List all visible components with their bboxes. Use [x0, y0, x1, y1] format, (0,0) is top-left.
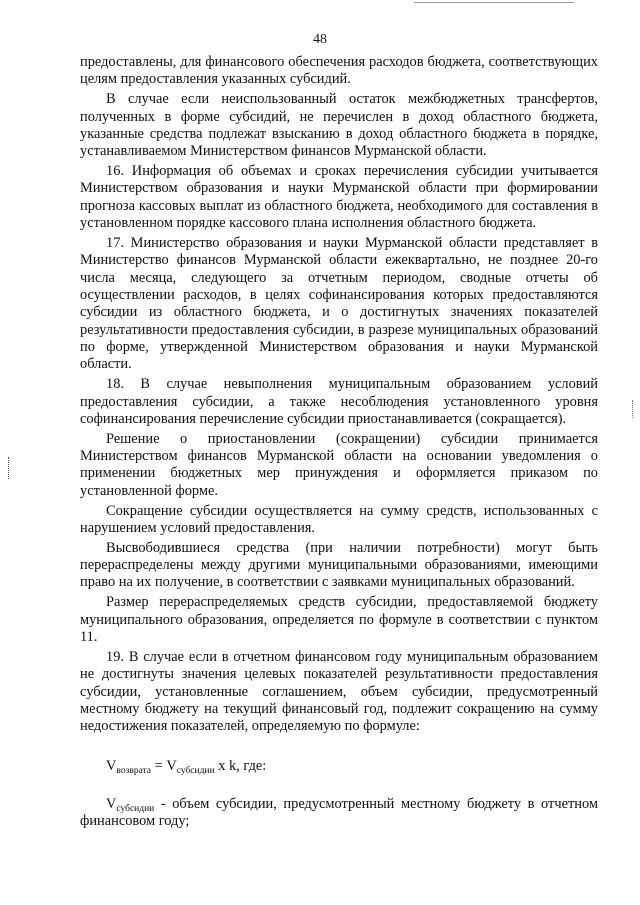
paragraph-decision: Решение о приостановлении (сокращении) субсидии принимается Министерством финансов Мурманской области на основании уведомления о применении бюджетных мер принуждения и оформляется приказом по установленной форме. — [80, 430, 598, 499]
formula-rest: x k, где: — [214, 758, 267, 775]
document-body — [80, 54, 598, 833]
formula-v-subsidy: V — [166, 758, 177, 775]
formula-sub-subsidy: субсидии — [176, 766, 215, 777]
formula-sub-return: возврата — [116, 766, 152, 777]
paragraph-redistribution-size: Размер перераспределяемых средств субсидии, предоставляемой бюджету муниципального образования, определяется по формуле в соответствии с пунктом 11. — [80, 594, 598, 645]
scan-margin-mark-left — [8, 457, 11, 479]
paragraph-17: 17. Министерство образования и науки Мурманской области представляет в Министерство финансов Мурманской области ежеквартально, не позднее 20-го числа месяца, следующего за отчетным периодом, сводные отчеты об осуществлении расходов, в целях софинансирования которых предоставляются субсидии из областного бюджета, и о достигнутых значениях показателей результативности предоставления субсидии, в разрезе муниципальных образований по форме, утвержденной Министерством образования и науки Мурманской области. — [80, 234, 598, 373]
paragraph-unused-transfers: В случае если неиспользованный остаток межбюджетных трансфертов, полученных в форме субсидий, не перечислен в доход областного бюджета, указанные средства подлежат взысканию в доход областного бюджета в порядке, устанавливаемом Министерством финансов Мурманской области. — [80, 91, 598, 160]
definition-text: - объем субсидии, предусмотренный местному бюджету в отчетном финансовом году; — [80, 795, 598, 830]
definition-symbol: V — [106, 795, 117, 812]
formula-equals: = — [151, 758, 167, 775]
scan-top-line — [414, 2, 574, 3]
paragraph-18: 18. В случае невыполнения муниципальным образованием условий предоставления субсидии, а также несоблюдения установленного уровня софинансирования перечисление субсидии приостанавливается (сокращается). — [80, 376, 598, 427]
paragraph-continuation: предоставлены, для финансового обеспечения расходов бюджета, соответствующих целям предоставления указанных субсидий. — [80, 54, 598, 88]
paragraph-19: 19. В случае если в отчетном финансовом году муниципальным образованием не достигнуты значения целевых показателей результативности предоставления субсидии, установленные соглашением, объем субсидии, предусмотренный местному бюджету на текущий финансовый год, подлежит сокращению на сумму недостижения показателей, определяемую по формуле: — [80, 648, 598, 735]
paragraph-16: 16. Информация об объемах и сроках перечисления субсидии учитывается Министерством образования и науки Мурманской области при формировании прогноза кассовых выплат из областного бюджета, необходимого для составления в установленном порядке кассового плана исполнения областного бюджета. — [80, 163, 598, 232]
formula-v-return: V — [106, 758, 117, 775]
definition-v-subsidy — [80, 796, 598, 831]
page-number: 48 — [313, 32, 327, 47]
formula — [80, 738, 598, 793]
definition-subscript: субсидии — [116, 803, 155, 814]
scan-margin-mark-right — [632, 400, 635, 418]
paragraph-reduction: Сокращение субсидии осуществляется на сумму средств, использованных с нарушением условий предоставления. — [80, 502, 598, 536]
paragraph-redistribution: Высвободившиеся средства (при наличии потребности) могут быть перераспределены между другими муниципальными образованиями, имеющими право на их получение, в соответствии с заявками муниципальных образований. — [80, 539, 598, 591]
